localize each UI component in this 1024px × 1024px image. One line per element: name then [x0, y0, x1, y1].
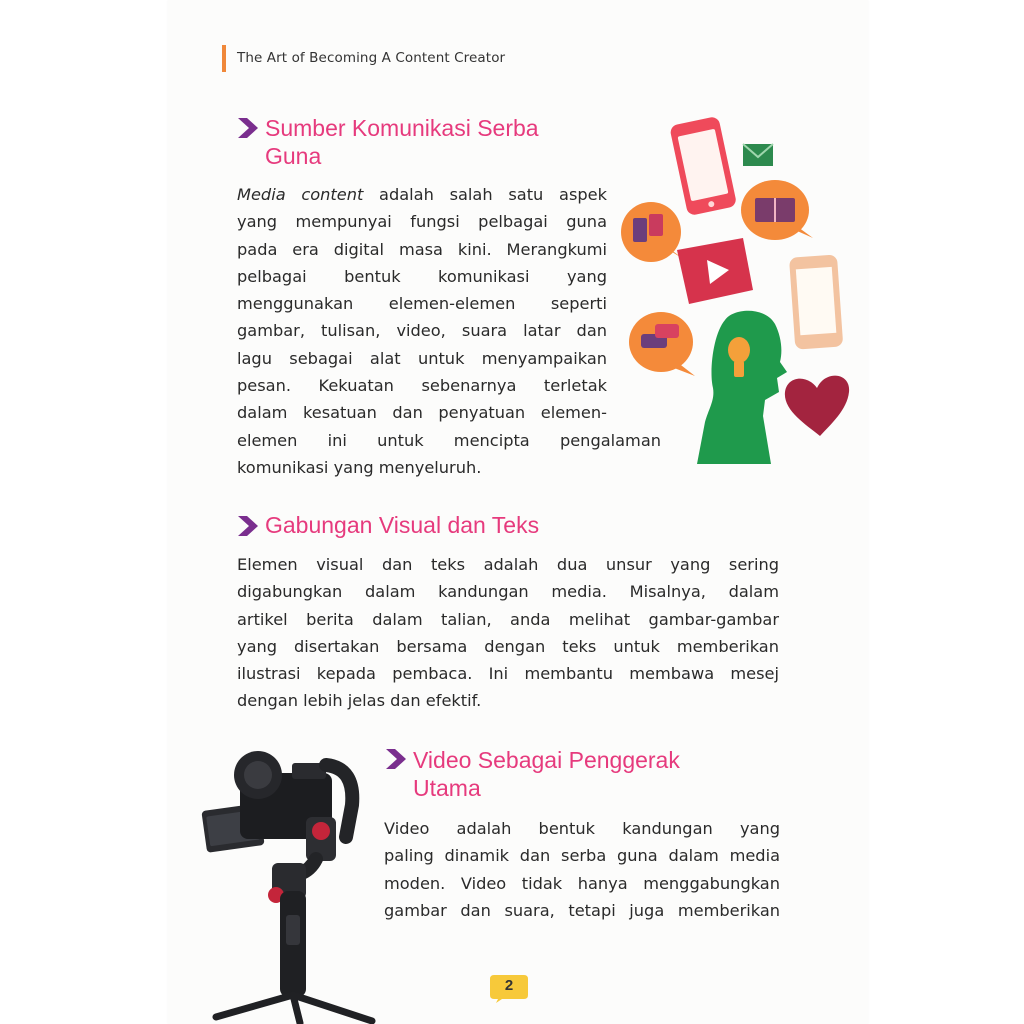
page-number: 2: [504, 977, 514, 994]
chevron-icon: [236, 516, 260, 536]
mail-icon: [743, 144, 773, 166]
chat-icon: [621, 202, 685, 262]
play-icon: [677, 238, 753, 304]
paragraph-line: Media content adalah salah satu aspek: [237, 185, 607, 204]
chat-icon: [629, 312, 695, 376]
heart-icon: [785, 376, 849, 436]
chevron-icon: [384, 749, 408, 769]
media-communication-illustration: [615, 110, 860, 470]
section-paragraph-2: Elemen visual dan teks adalah dua unsur yang sering digabungkan dalam kandungan media. Misalnya, dalam artikel berita dalam talian, anda melihat gambar-gambar yang disertakan bersama dengan teks untuk memberikan ilustrasi kepada pembaca. Ini membantu membawa mesej dengan lebih jelas dan efektif.: [237, 555, 779, 711]
section-heading-1: Sumber Komunikasi Serba Guna: [265, 115, 539, 169]
tripod-icon: [216, 995, 372, 1023]
section-heading-2: Gabungan Visual dan Teks: [265, 512, 540, 538]
camera-gimbal-photo: [196, 745, 381, 1024]
running-header: The Art of Becoming A Content Creator: [237, 50, 506, 66]
section-paragraph-1: Media content adalah salah satu aspek yang mempunyai fungsi pelbagai guna pada era digital masa kini. Merangkumi pelbagai bentuk komunikasi yang menggunakan elemen-elemen seperti gambar, tulisan, video, suara latar dan lagu sebagai alat untuk menyampaikan pesan. Kekuatan sebenarnya terletak dalam kesatuan dan penyatuan elemen- elemen ini untuk mencipta pengalaman komunikasi yang menyeluruh.: [237, 181, 607, 481]
section-heading-3: Video Sebagai Penggerak Utama: [413, 747, 680, 801]
smartphone-icon: [669, 116, 737, 216]
header-accent-bar: [222, 45, 226, 72]
book-icon: [741, 180, 813, 240]
head-silhouette-icon: [697, 311, 787, 464]
smartphone-icon: [789, 255, 843, 350]
section-paragraph-3: Video adalah bentuk kandungan yang paling dinamik dan serba guna dalam media moden. Video tidak hanya menggabungkan gambar dan suara, tetapi juga memberikan: [384, 819, 780, 920]
chevron-icon: [236, 118, 260, 138]
